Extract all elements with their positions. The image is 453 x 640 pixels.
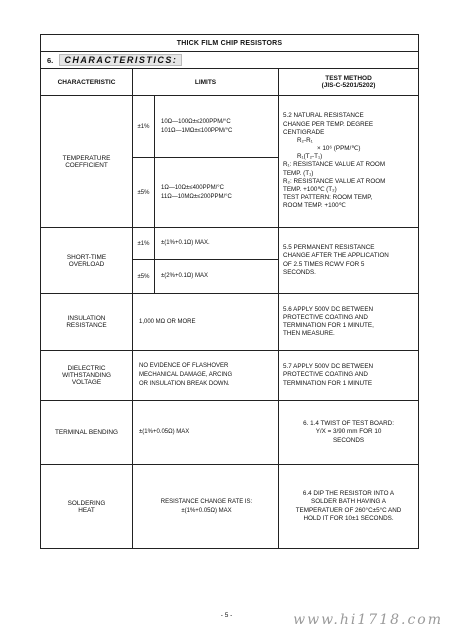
characteristic-dielectric-withstanding-voltage: DIELECTRIC WITHSTANDING VOLTAGE	[41, 351, 133, 401]
limit-value: ±(1%+0.1Ω) MAX.	[155, 228, 279, 260]
characteristics-table	[40, 34, 419, 549]
section-name: CHARACTERISTICS:	[59, 54, 182, 66]
header-limits: LIMITS	[133, 69, 279, 96]
characteristic-temperature-coefficient: TEMPERATURE COEFFICIENT	[41, 96, 133, 228]
section-heading	[41, 52, 419, 69]
table-row	[41, 401, 419, 465]
limit-value: ±(1%+0.05Ω) MAX	[133, 401, 279, 465]
characteristic-insulation-resistance: INSULATION RESISTANCE	[41, 294, 133, 351]
section-number: 6.	[47, 56, 54, 65]
limit-value: 1Ω—10Ω±≤400PPM/°C 11Ω—10MΩ±≤200PPM/°C	[155, 158, 279, 228]
test-method-dielectric: 5.7 APPLY 500V DC BETWEEN PROTECTIVE COATING AND TERMINATION FOR 1 MINUTE	[279, 351, 419, 401]
limit-value: RESISTANCE CHANGE RATE IS: ±(1%+0.05Ω) MAX	[133, 465, 279, 549]
table-row	[41, 351, 419, 401]
test-method-temperature: 5.2 NATURAL RESISTANCE CHANGE PER TEMP. DEGREE CENTIGRADE R₂-R₁ × 10⁶ (PPM/℃) R₁(T₂-T₁) R₁: RESISTANCE VALUE AT ROOM TEMP. (T₁) R₂: RESISTANCE VALUE AT ROOM TEMP. +100℃ (T₂) TEST PATTERN: ROOM TEMP, ROOM TEMP. +100℃	[279, 96, 419, 228]
characteristic-soldering-heat: SOLDERING HEAT	[41, 465, 133, 549]
test-method-terminal: 6. 1.4 TWIST OF TEST BOARD: Y/X = 3/90 mm FOR 10 SECONDS	[279, 401, 419, 465]
tolerance-label: ±1%	[133, 96, 155, 158]
limit-value: NO EVIDENCE OF FLASHOVER MECHANICAL DAMAGE, ARCING OR INSULATION BREAK DOWN.	[133, 351, 279, 401]
watermark: www.hi1718.com	[293, 612, 443, 628]
limit-value: 10Ω—100Ω±≤200PPM/°C 101Ω—1MΩ±≤100PPM/°C	[155, 96, 279, 158]
characteristic-short-time-overload: SHORT-TIME OVERLOAD	[41, 228, 133, 294]
test-method-short-time: 5.5 PERMANENT RESISTANCE CHANGE AFTER THE APPLICATION OF 2.5 TIMES RCWV FOR 5 SECONDS.	[279, 228, 419, 294]
test-method-insulation: 5.6 APPLY 500V DC BETWEEN PROTECTIVE COATING AND TERMINATION FOR 1 MINUTE, THEN MEASURE.	[279, 294, 419, 351]
tolerance-label: ±5%	[133, 158, 155, 228]
header-test-method: TEST METHOD (JIS-C-5201/5202)	[279, 69, 419, 96]
test-method-soldering: 6.4 DIP THE RESISTOR INTO A SOLDER BATH HAVING A TEMPERATUER OF 260°C±5°C AND HOLD IT FOR 10±1 SECONDS.	[279, 465, 419, 549]
characteristic-terminal-bending: TERMINAL BENDING	[41, 401, 133, 465]
table-row	[41, 294, 419, 351]
table-header-row	[41, 69, 419, 96]
document-title: THICK FILM CHIP RESISTORS	[41, 35, 419, 52]
limit-value: ±(2%+0.1Ω) MAX	[155, 260, 279, 294]
table-row	[41, 228, 419, 260]
spec-sheet	[40, 34, 418, 549]
header-characteristic: CHARACTERISTIC	[41, 69, 133, 96]
limit-value: 1,000 MΩ OR MORE	[133, 294, 279, 351]
table-row	[41, 96, 419, 158]
tolerance-label: ±1%	[133, 228, 155, 260]
page-number: - 5 -	[220, 612, 233, 619]
tolerance-label: ±5%	[133, 260, 155, 294]
table-row	[41, 465, 419, 549]
